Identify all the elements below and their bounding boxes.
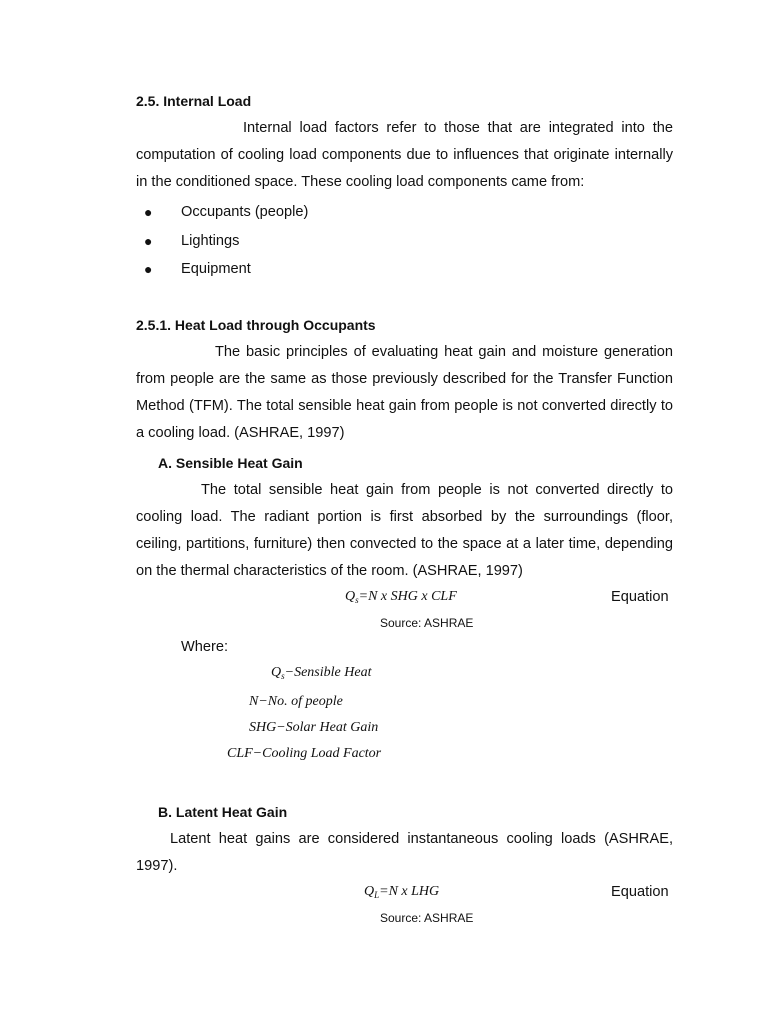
list-item-label: Lightings bbox=[181, 233, 240, 249]
occupants-paragraph: The basic principles of evaluating heat gain and moisture generation from people are the same as those previously described for the Transfer Function Method (TFM). The total sensible heat gain from people is not converted directly to a cooling load. (ASHRAE, 1997) bbox=[136, 344, 673, 441]
equation-rhs: =N x SHG x CLF bbox=[358, 589, 457, 604]
equation-lhs: Q bbox=[364, 884, 375, 899]
definition-clf: CLF−Cooling Load Factor bbox=[227, 746, 382, 761]
subsection-heading-latent: B. Latent Heat Gain bbox=[158, 804, 288, 820]
sensible-paragraph: The total sensible heat gain from people is not converted directly to cooling load. The radiant portion is first absorbed by the surroundings (floor, ceiling, partitions, furniture) then convected to the space at a later time, depending on the thermal characteristics of the room. (ASHRAE, 1997) bbox=[136, 482, 673, 579]
where-label: Where: bbox=[181, 639, 229, 655]
list-item-label: Equipment bbox=[181, 261, 251, 277]
internal-load-paragraph: Internal load factors refer to those that are integrated into the computation of cooling load components due to influences that originate internally in the conditioned space. These cooling load components came from: bbox=[136, 120, 673, 190]
equation-source: Source: ASHRAE bbox=[380, 616, 474, 630]
equation-label: Equation bbox=[611, 589, 669, 605]
definition-subscript: s bbox=[281, 671, 285, 681]
equation-lhs: Q bbox=[345, 589, 356, 604]
subsection-heading-sensible: A. Sensible Heat Gain bbox=[158, 455, 303, 471]
equation-subscript: s bbox=[355, 595, 359, 605]
definition-shg: SHG−Solar Heat Gain bbox=[249, 720, 379, 735]
definition-n: N−No. of people bbox=[249, 694, 343, 709]
bullet-icon: ● bbox=[144, 233, 153, 249]
equation-rhs: =N x LHG bbox=[379, 884, 440, 899]
section-heading-internal-load: 2.5. Internal Load bbox=[136, 93, 252, 109]
latent-paragraph: Latent heat gains are considered instantaneous cooling loads (ASHRAE, 1997). bbox=[136, 831, 673, 874]
list-item-label: Occupants (people) bbox=[181, 204, 309, 220]
definition-text: −Sensible Heat bbox=[284, 665, 372, 680]
definition-symbol: Q bbox=[271, 665, 282, 680]
definition-qs bbox=[271, 665, 371, 681]
bullet-icon: ● bbox=[144, 204, 153, 220]
bullet-icon: ● bbox=[144, 261, 153, 277]
equation-subscript: L bbox=[374, 890, 380, 900]
equation-source: Source: ASHRAE bbox=[380, 911, 474, 925]
section-heading-occupants: 2.5.1. Heat Load through Occupants bbox=[136, 317, 376, 333]
sensible-equation bbox=[345, 589, 457, 605]
equation-label: Equation bbox=[611, 884, 669, 900]
latent-equation bbox=[364, 884, 439, 900]
